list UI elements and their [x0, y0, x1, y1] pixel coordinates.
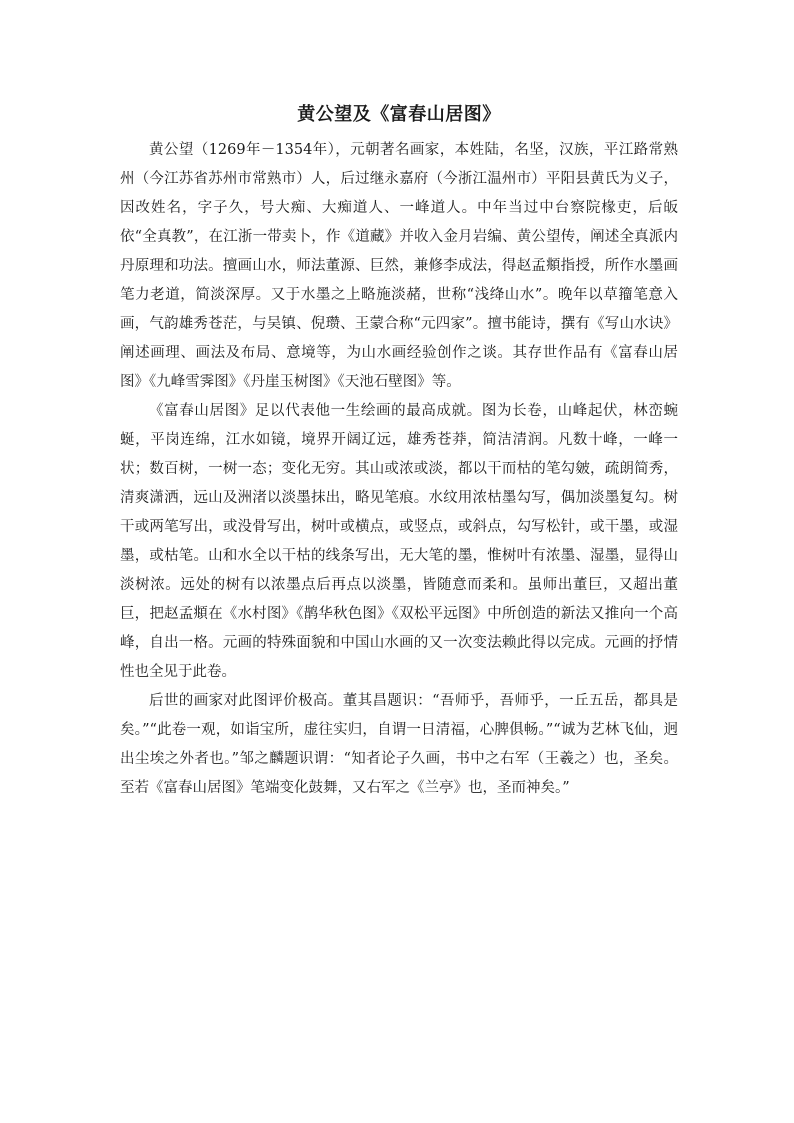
paragraph-later-evaluation: 后世的画家对此图评价极高。董其昌题识：“吾师乎，吾师乎，一丘五岳，都具是矣。”“此卷一观，如诣宝所，虚往实归，自谓一日清福，心脾俱畅。”“诚为艺林飞仙，迥出尘埃之外者也。”邹之麟题识谓：“知者论子久画，书中之右军（王羲之）也，圣矣。至若《富春山居图》笔端变化鼓舞，又右军之《兰亭》也，圣而神矣。”: [120, 693, 678, 796]
paragraph-biography: 黄公望（1269年－1354年），元朝著名画家，本姓陆，名坚，汉族，平江路常熟州（今江苏省苏州市常熟市）人，后过继永嘉府（今浙江温州市）平阳县黄氏为义子，因改姓名，字子久，号大痴、大痴道人、一峰道人。中年当过中台察院椽吏，后皈依“全真教”，在江浙一带卖卜，作《道藏》并收入金月岩编、黄公望传，阐述全真派内丹原理和功法。擅画山水，师法董源、巨然，兼修李成法，得赵孟頫指授，所作水墨画笔力老道，简淡深厚。又于水墨之上略施淡赭，世称“浅绛山水”。晚年以草籀笔意入画，气韵雄秀苍茫，与吴镇、倪瓒、王蒙合称“元四家”。擅书能诗，撰有《写山水诀》阐述画理、画法及布局、意境等，为山水画经验创作之谈。其存世作品有《富春山居图》《九峰雪霁图》《丹崖玉树图》《天池石壁图》等。: [120, 142, 678, 390]
document-page: [120, 100, 678, 803]
paragraph-painting-analysis: 《富春山居图》足以代表他一生绘画的最高成就。图为长卷，山峰起伏，林峦蜿蜒，平岗连绵，江水如镜，境界开阔辽远，雄秀苍莽，简洁清润。凡数十峰，一峰一状；数百树，一树一态；变化无穷。其山或浓或淡，都以干而枯的笔勾皴，疏朗简秀，清爽潇洒，远山及洲渚以淡墨抹出，略见笔痕。水纹用浓枯墨勾写，偶加淡墨复勾。树干或两笔写出，或没骨写出，树叶或横点，或竖点，或斜点，勾写松针，或干墨，或湿墨，或枯笔。山和水全以干枯的线条写出，无大笔的墨，惟树叶有浓墨、湿墨，显得山淡树浓。远处的树有以浓墨点后再点以淡墨，皆随意而柔和。虽师出董巨，又超出董巨，把赵孟頫在《水村图》《鹊华秋色图》《双松平远图》中所创造的新法又推向一个高峰，自出一格。元画的特殊面貌和中国山水画的又一次变法赖此得以完成。元画的抒情性也全见于此卷。: [120, 403, 678, 680]
document-title: 黄公望及《富春山居图》: [297, 104, 501, 125]
